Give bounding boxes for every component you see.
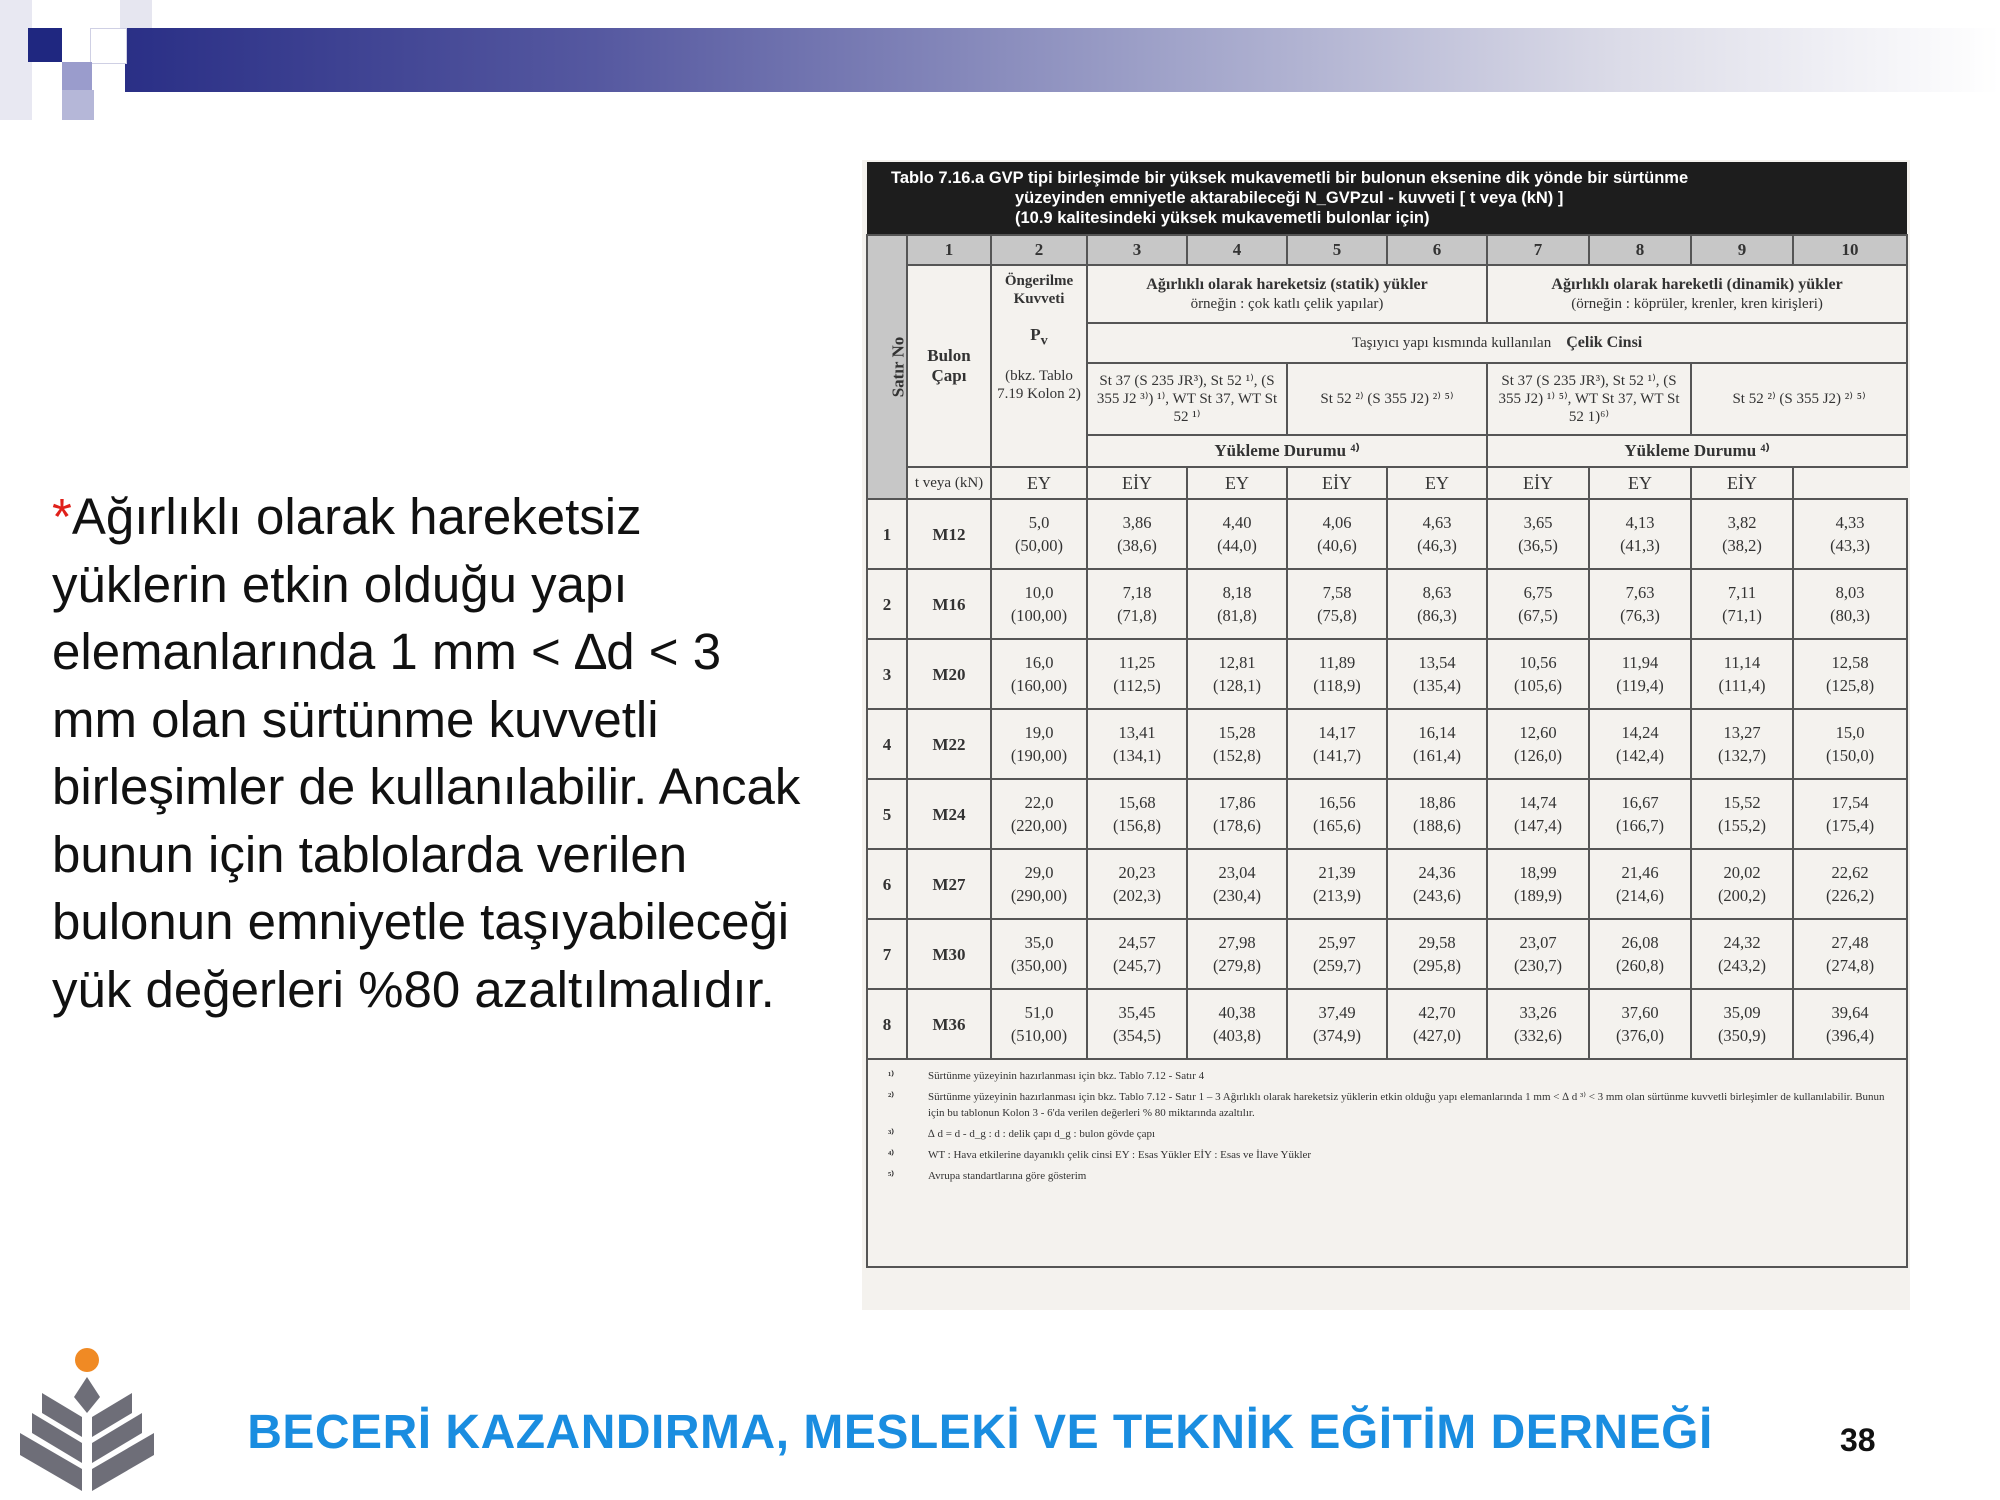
capacity-value: 11,89 (118,9) — [1287, 639, 1387, 709]
header-gradient-bar — [125, 28, 2000, 92]
table-title — [867, 162, 1907, 235]
row-number: 6 — [867, 849, 907, 919]
capacity-value: 7,11 (71,1) — [1691, 569, 1793, 639]
capacity-value: 8,63 (86,3) — [1387, 569, 1487, 639]
capacity-value: 10,56 (105,6) — [1487, 639, 1589, 709]
row-number: 7 — [867, 919, 907, 989]
column-number: 9 — [1691, 235, 1793, 265]
capacity-value: 21,46 (214,6) — [1589, 849, 1691, 919]
body-paragraph — [52, 483, 812, 1023]
capacity-value: 15,68 (156,8) — [1087, 779, 1187, 849]
footnote-item: ⁴⁾ WT : Hava etkilerine dayanıklı çelik cinsi EY : Esas Yükler EİY : Esas ve İlave Yükler — [888, 1149, 1312, 1161]
capacity-value: 3,82 (38,2) — [1691, 499, 1793, 569]
bolt-diameter: M20 — [907, 639, 991, 709]
steel-st37-static: St 37 (S 235 JR³), St 52 ¹⁾, (S 355 J2 ³⁾) ¹⁾, WT St 37, WT St 52 ¹⁾ — [1087, 363, 1287, 435]
table-row — [867, 849, 1907, 919]
capacity-value: 23,07 (230,7) — [1487, 919, 1589, 989]
column-number: 6 — [1387, 235, 1487, 265]
column-number: 2 — [991, 235, 1087, 265]
capacity-value: 18,99 (189,9) — [1487, 849, 1589, 919]
column-number: 1 — [907, 235, 991, 265]
capacity-value: 37,49 (374,9) — [1287, 989, 1387, 1059]
capacity-value: 12,60 (126,0) — [1487, 709, 1589, 779]
bolt-diameter: M36 — [907, 989, 991, 1059]
capacity-value: 12,81 (128,1) — [1187, 639, 1287, 709]
load-case-dynamic: Yükleme Durumu ⁴⁾ — [1487, 435, 1907, 467]
asterisk-marker: * — [52, 488, 72, 545]
bolt-capacity-table — [866, 162, 1908, 1268]
column-number: 5 — [1287, 235, 1387, 265]
capacity-value: 12,58 (125,8) — [1793, 639, 1907, 709]
column-number: 3 — [1087, 235, 1187, 265]
ey-label: EİY — [1691, 467, 1793, 499]
table-footnotes — [867, 1059, 1907, 1267]
organization-logo-icon — [12, 1345, 162, 1495]
capacity-value: 4,13 (41,3) — [1589, 499, 1691, 569]
static-loads-header: Ağırlıklı olarak hareketsiz (statik) yükler örneğin : çok katlı çelik yapılar) — [1087, 265, 1487, 323]
table-title-line: (10.9 kalitesindeki yüksek mukavemetli bulonlar için) — [1015, 209, 1430, 227]
ey-label: EY — [1589, 467, 1691, 499]
capacity-value: 24,57 (245,7) — [1087, 919, 1187, 989]
capacity-value: 27,98 (279,8) — [1187, 919, 1287, 989]
capacity-value: 16,67 (166,7) — [1589, 779, 1691, 849]
row-number: 3 — [867, 639, 907, 709]
bolt-diameter: M24 — [907, 779, 991, 849]
steel-st52-dynamic: St 52 ²⁾ (S 355 J2) ²⁾ ⁵⁾ — [1691, 363, 1907, 435]
ey-label: EİY — [1087, 467, 1187, 499]
pretension-value: 22,0 (220,00) — [991, 779, 1087, 849]
capacity-value: 4,06 (40,6) — [1287, 499, 1387, 569]
column-number: 7 — [1487, 235, 1589, 265]
row-number: 8 — [867, 989, 907, 1059]
table-row — [867, 919, 1907, 989]
row-number: 4 — [867, 709, 907, 779]
capacity-value: 14,74 (147,4) — [1487, 779, 1589, 849]
capacity-value: 14,17 (141,7) — [1287, 709, 1387, 779]
capacity-value: 15,52 (155,2) — [1691, 779, 1793, 849]
capacity-value: 7,63 (76,3) — [1589, 569, 1691, 639]
capacity-value: 3,65 (36,5) — [1487, 499, 1589, 569]
paragraph-text: Ağırlıklı olarak hareketsiz yüklerin etkin olduğu yapı elemanlarında 1 mm < ∆d < 3 mm olan sürtünme kuvvetli birleşimler de kullanılabilir. Ancak bunun için tablolarda verilen bulonun emniyetle taşıyabileceği yük değerleri %80 azaltılmalıdır. — [52, 488, 801, 1018]
capacity-value: 42,70 (427,0) — [1387, 989, 1487, 1059]
capacity-value: 25,97 (259,7) — [1287, 919, 1387, 989]
header-decor-square — [120, 0, 152, 28]
pretension-value: 5,0 (50,00) — [991, 499, 1087, 569]
pretension-value: 35,0 (350,00) — [991, 919, 1087, 989]
header-decor-square — [90, 28, 127, 64]
table-row — [867, 779, 1907, 849]
ongerilme-header: Öngerilme Kuvveti $P_v$ (bkz. Tablo 7.19 Kolon 2) — [991, 265, 1087, 467]
table-row — [867, 569, 1907, 639]
capacity-value: 22,62 (226,2) — [1793, 849, 1907, 919]
ey-label: EİY — [1487, 467, 1589, 499]
page-number: 38 — [1840, 1422, 1876, 1458]
capacity-value: 4,33 (43,3) — [1793, 499, 1907, 569]
pretension-value: 16,0 (160,00) — [991, 639, 1087, 709]
steel-st52-static: St 52 ²⁾ (S 355 J2) ²⁾ ⁵⁾ — [1287, 363, 1487, 435]
table-title-line: yüzeyinden emniyetle aktarabileceği N_GVPzul - kuvveti [ t veya (kN) ] — [1015, 189, 1564, 207]
capacity-value: 35,09 (350,9) — [1691, 989, 1793, 1059]
capacity-value: 4,63 (46,3) — [1387, 499, 1487, 569]
satir-no-header: Satır No — [867, 235, 907, 499]
bolt-diameter: M12 — [907, 499, 991, 569]
header-decor-square — [62, 90, 94, 120]
pretension-value: 10,0 (100,00) — [991, 569, 1087, 639]
capacity-value: 13,54 (135,4) — [1387, 639, 1487, 709]
capacity-value: 39,64 (396,4) — [1793, 989, 1907, 1059]
row-number: 2 — [867, 569, 907, 639]
capacity-value: 11,14 (111,4) — [1691, 639, 1793, 709]
footnote-item: ³⁾ ∆ d = d - d_g : d : delik çapı d_g : bulon gövde çapı — [888, 1128, 1156, 1140]
capacity-value: 18,86 (188,6) — [1387, 779, 1487, 849]
capacity-value: 35,45 (354,5) — [1087, 989, 1187, 1059]
bulon-capi-header: Bulon Çapı — [907, 265, 991, 467]
capacity-value: 6,75 (67,5) — [1487, 569, 1589, 639]
pretension-value: 19,0 (190,00) — [991, 709, 1087, 779]
capacity-value: 17,54 (175,4) — [1793, 779, 1907, 849]
footnote-item: ²⁾ Sürtünme yüzeyinin hazırlanması için bkz. Tablo 7.12 - Satır 1 – 3 Ağırlıklı olarak hareketsiz yüklerin etkin olduğu yapı elemanlarında 1 mm < ∆ d ³⁾ < 3 mm olan sürtünme kuvvetli birleşimler de kullanılabilir. Bunun için bu tablonun Kolon 3 - 6'da verilen değerleri % 80 miktarında azaltılır. — [888, 1091, 1885, 1119]
capacity-value: 16,14 (161,4) — [1387, 709, 1487, 779]
unit-label: t veya (kN) — [907, 467, 991, 499]
table-row — [867, 709, 1907, 779]
ey-label: EY — [1187, 467, 1287, 499]
bolt-diameter: M30 — [907, 919, 991, 989]
table-row — [867, 639, 1907, 709]
ey-label: EY — [1387, 467, 1487, 499]
table-title-line: Tablo 7.16.a GVP tipi birleşimde bir yüksek mukavemetli bir bulonun eksenine dik yönde bir sürtünme — [891, 169, 1689, 187]
capacity-value: 29,58 (295,8) — [1387, 919, 1487, 989]
capacity-value: 23,04 (230,4) — [1187, 849, 1287, 919]
table-row — [867, 499, 1907, 569]
capacity-value: 24,36 (243,6) — [1387, 849, 1487, 919]
capacity-value: 7,18 (71,8) — [1087, 569, 1187, 639]
capacity-value: 13,41 (134,1) — [1087, 709, 1187, 779]
capacity-value: 8,18 (81,8) — [1187, 569, 1287, 639]
steel-type-header: Taşıyıcı yapı kısmında kullanılan Çelik Cinsi — [1087, 323, 1907, 363]
row-number: 5 — [867, 779, 907, 849]
pretension-value: 29,0 (290,00) — [991, 849, 1087, 919]
capacity-value: 15,28 (152,8) — [1187, 709, 1287, 779]
capacity-value: 20,02 (200,2) — [1691, 849, 1793, 919]
ey-label: EİY — [1287, 467, 1387, 499]
capacity-value: 7,58 (75,8) — [1287, 569, 1387, 639]
steel-st37-dynamic: St 37 (S 235 JR³), St 52 ¹⁾, (S 355 J2) ¹⁾ ⁵⁾, WT St 37, WT St 52 1)⁶⁾ — [1487, 363, 1691, 435]
capacity-value: 13,27 (132,7) — [1691, 709, 1793, 779]
capacity-value: 33,26 (332,6) — [1487, 989, 1589, 1059]
bolt-diameter: M16 — [907, 569, 991, 639]
capacity-value: 3,86 (38,6) — [1087, 499, 1187, 569]
capacity-value: 11,94 (119,4) — [1589, 639, 1691, 709]
dynamic-loads-header: Ağırlıklı olarak hareketli (dinamik) yükler (örneğin : köprüler, krenler, kren kirişleri) — [1487, 265, 1907, 323]
capacity-value: 14,24 (142,4) — [1589, 709, 1691, 779]
bolt-diameter: M27 — [907, 849, 991, 919]
ey-label: EY — [991, 467, 1087, 499]
table-row — [867, 989, 1907, 1059]
capacity-value: 8,03 (80,3) — [1793, 569, 1907, 639]
organization-name: BECERİ KAZANDIRMA, MESLEKİ VE TEKNİK EĞİTİM DERNEĞİ — [247, 1406, 1713, 1459]
footnote-item: ¹⁾ Sürtünme yüzeyinin hazırlanması için bkz. Tablo 7.12 - Satır 4 — [888, 1070, 1205, 1082]
capacity-value: 27,48 (274,8) — [1793, 919, 1907, 989]
header-decor-square — [28, 28, 62, 62]
bolt-diameter: M22 — [907, 709, 991, 779]
capacity-value: 37,60 (376,0) — [1589, 989, 1691, 1059]
column-number: 4 — [1187, 235, 1287, 265]
capacity-value: 24,32 (243,2) — [1691, 919, 1793, 989]
column-number: 10 — [1793, 235, 1907, 265]
capacity-value: 4,40 (44,0) — [1187, 499, 1287, 569]
capacity-value: 20,23 (202,3) — [1087, 849, 1187, 919]
capacity-value: 11,25 (112,5) — [1087, 639, 1187, 709]
capacity-value: 15,0 (150,0) — [1793, 709, 1907, 779]
load-case-static: Yükleme Durumu ⁴⁾ — [1087, 435, 1487, 467]
capacity-value: 17,86 (178,6) — [1187, 779, 1287, 849]
column-number: 8 — [1589, 235, 1691, 265]
capacity-value: 26,08 (260,8) — [1589, 919, 1691, 989]
capacity-value: 16,56 (165,6) — [1287, 779, 1387, 849]
capacity-value: 21,39 (213,9) — [1287, 849, 1387, 919]
row-number: 1 — [867, 499, 907, 569]
footnote-item: ⁵⁾ Avrupa standartlarına göre gösterim — [888, 1170, 1087, 1182]
pretension-value: 51,0 (510,00) — [991, 989, 1087, 1059]
capacity-value: 40,38 (403,8) — [1187, 989, 1287, 1059]
